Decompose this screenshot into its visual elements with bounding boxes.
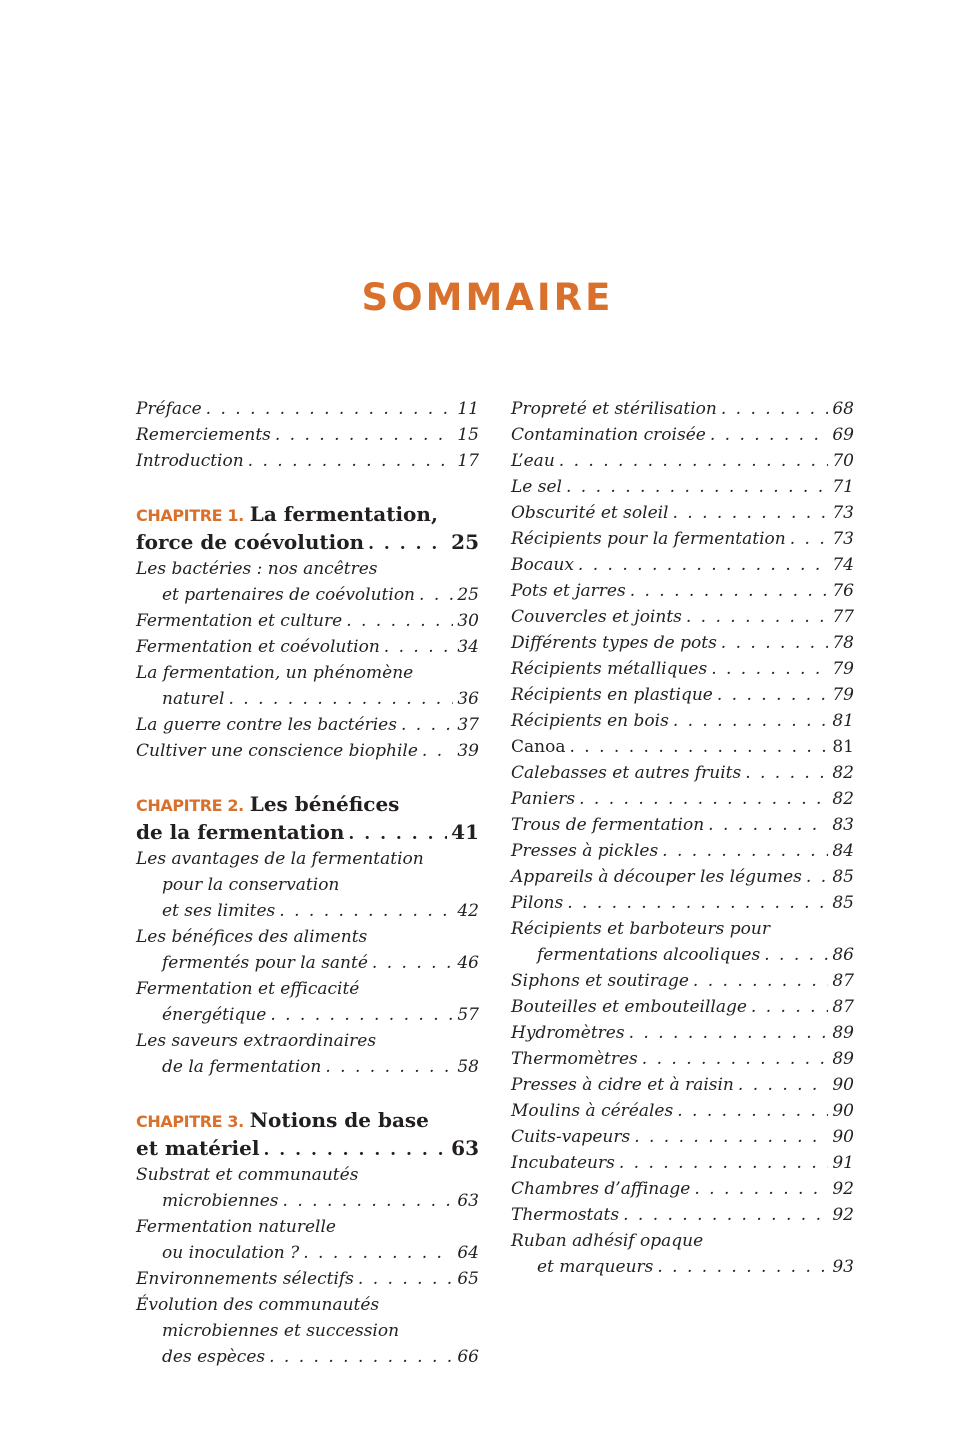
chapter-2-section: [136, 790, 479, 1080]
toc-entry[interactable]: fermentations alcooliques . . . 86: [511, 942, 854, 968]
toc-left-column: [136, 396, 479, 1370]
toc-entry[interactable]: Fermentation naturelle: [136, 1217, 336, 1237]
toc-entry[interactable]: Les bénéfices des aliments: [136, 927, 368, 947]
toc-right-column: [511, 396, 854, 1280]
toc-entry[interactable]: Cultiver une conscience biophile . . . 39: [136, 738, 479, 764]
toc-entry[interactable]: Récipients métalliques . . . 79: [511, 656, 854, 682]
toc-entry[interactable]: Calebasses et autres fruits . . . 82: [511, 760, 854, 786]
toc-entry[interactable]: Contamination croisée . . . 69: [511, 422, 854, 448]
toc-entry[interactable]: Propreté et stérilisation . . . 68: [511, 396, 854, 422]
chapter-1-section: [136, 500, 479, 764]
toc-entry[interactable]: Récipients en bois . . . 81: [511, 708, 854, 734]
toc-entry[interactable]: Thermostats . . . 92: [511, 1202, 854, 1228]
page-title: SOMMAIRE: [361, 276, 614, 319]
toc-entry[interactable]: Ruban adhésif opaque: [511, 1231, 704, 1251]
toc-entry[interactable]: microbiennes . . . 63: [136, 1188, 479, 1214]
toc-entry[interactable]: Le sel . . . 71: [511, 474, 854, 500]
toc-entry[interactable]: Hydromètres . . . 89: [511, 1020, 854, 1046]
toc-entry[interactable]: naturel . . . 36: [136, 686, 479, 712]
toc-entry[interactable]: et ses limites . . . 42: [136, 898, 479, 924]
toc-entry[interactable]: Couvercles et joints . . . 77: [511, 604, 854, 630]
toc-entry[interactable]: microbiennes et succession: [162, 1321, 400, 1341]
toc-entry[interactable]: Incubateurs . . . 91: [511, 1150, 854, 1176]
toc-entry[interactable]: La fermentation, un phénomène: [136, 663, 414, 683]
toc-entry[interactable]: Récipients en plastique . . . 79: [511, 682, 854, 708]
toc-entry[interactable]: Pots et jarres . . . 76: [511, 578, 854, 604]
chapter-1-heading[interactable]: CHAPITRE 1. La fermentation,: [136, 502, 438, 526]
chapter-3-heading-line[interactable]: et matériel . . . 63: [136, 1134, 479, 1162]
toc-entry[interactable]: de la fermentation . . . 58: [136, 1054, 479, 1080]
toc-entry-remerciements[interactable]: Remerciements . . . 15: [136, 422, 479, 448]
toc-entry[interactable]: Récipients et barboteurs pour: [511, 919, 770, 939]
toc-entry[interactable]: Obscurité et soleil . . . 73: [511, 500, 854, 526]
toc-entry[interactable]: La guerre contre les bactéries . . . 37: [136, 712, 479, 738]
toc-entry[interactable]: Siphons et soutirage . . . 87: [511, 968, 854, 994]
toc-entry[interactable]: pour la conservation: [162, 875, 340, 895]
toc-entry[interactable]: Fermentation et coévolution . . . 34: [136, 634, 479, 660]
toc-entry[interactable]: et partenaires de coévolution . . . 25: [136, 582, 479, 608]
chapter-3-heading[interactable]: CHAPITRE 3. Notions de base: [136, 1108, 429, 1132]
toc-entry[interactable]: Cuits-vapeurs . . . 90: [511, 1124, 854, 1150]
toc-entry[interactable]: Évolution des communautés: [136, 1295, 380, 1315]
toc-entry[interactable]: Récipients pour la fermentation . . . 73: [511, 526, 854, 552]
toc-entry[interactable]: Presses à cidre et à raisin . . . 90: [511, 1072, 854, 1098]
toc-entry[interactable]: Paniers . . . 82: [511, 786, 854, 812]
chapter-2-heading[interactable]: CHAPITRE 2. Les bénéfices: [136, 792, 400, 816]
toc-entry[interactable]: Bocaux . . . 74: [511, 552, 854, 578]
toc-entry[interactable]: Chambres d’affinage . . . 92: [511, 1176, 854, 1202]
toc-entry[interactable]: Les bactéries : nos ancêtres: [136, 559, 378, 579]
toc-entry[interactable]: ou inoculation ? . . . 64: [136, 1240, 479, 1266]
toc-entry[interactable]: et marqueurs . . . 93: [511, 1254, 854, 1280]
toc-entry[interactable]: Fermentation et culture . . . 30: [136, 608, 479, 634]
chapter-number: CHAPITRE 1.: [136, 506, 244, 525]
toc-entry[interactable]: énergétique . . . 57: [136, 1002, 479, 1028]
chapter-number: CHAPITRE 3.: [136, 1112, 244, 1131]
toc-entry[interactable]: Presses à pickles . . . 84: [511, 838, 854, 864]
toc-entry[interactable]: Les avantages de la fermentation: [136, 849, 424, 869]
toc-entry[interactable]: Différents types de pots . . . 78: [511, 630, 854, 656]
chapter-3-section: [136, 1106, 479, 1370]
toc-entry-preface[interactable]: Préface . . . 11: [136, 396, 479, 422]
toc-entry[interactable]: Moulins à céréales . . . 90: [511, 1098, 854, 1124]
toc-entry[interactable]: Bouteilles et embouteillage . . . 87: [511, 994, 854, 1020]
toc-entry-introduction[interactable]: Introduction . . . 17: [136, 448, 479, 474]
front-matter-list: [136, 396, 479, 474]
toc-entry[interactable]: Thermomètres . . . 89: [511, 1046, 854, 1072]
chapter-number: CHAPITRE 2.: [136, 796, 244, 815]
toc-entry[interactable]: Substrat et communautés: [136, 1165, 359, 1185]
toc-entry[interactable]: Les saveurs extraordinaires: [136, 1031, 377, 1051]
toc-entry[interactable]: Environnements sélectifs . . . 65: [136, 1266, 479, 1292]
chapter-1-heading-line[interactable]: force de coévolution . . . 25: [136, 528, 479, 556]
toc-entry[interactable]: L’eau . . . 70: [511, 448, 854, 474]
toc-entry[interactable]: Canoa . . . 81: [511, 734, 854, 760]
toc-entry[interactable]: Pilons . . . 85: [511, 890, 854, 916]
toc-entry[interactable]: Appareils à découper les légumes . . . 85: [511, 864, 854, 890]
toc-entry[interactable]: Fermentation et efficacité: [136, 979, 360, 999]
toc-entry[interactable]: des espèces . . . 66: [136, 1344, 479, 1370]
toc-entry[interactable]: fermentés pour la santé . . . 46: [136, 950, 479, 976]
chapter-2-heading-line[interactable]: de la fermentation . . . 41: [136, 818, 479, 846]
toc-entry[interactable]: Trous de fermentation . . . 83: [511, 812, 854, 838]
